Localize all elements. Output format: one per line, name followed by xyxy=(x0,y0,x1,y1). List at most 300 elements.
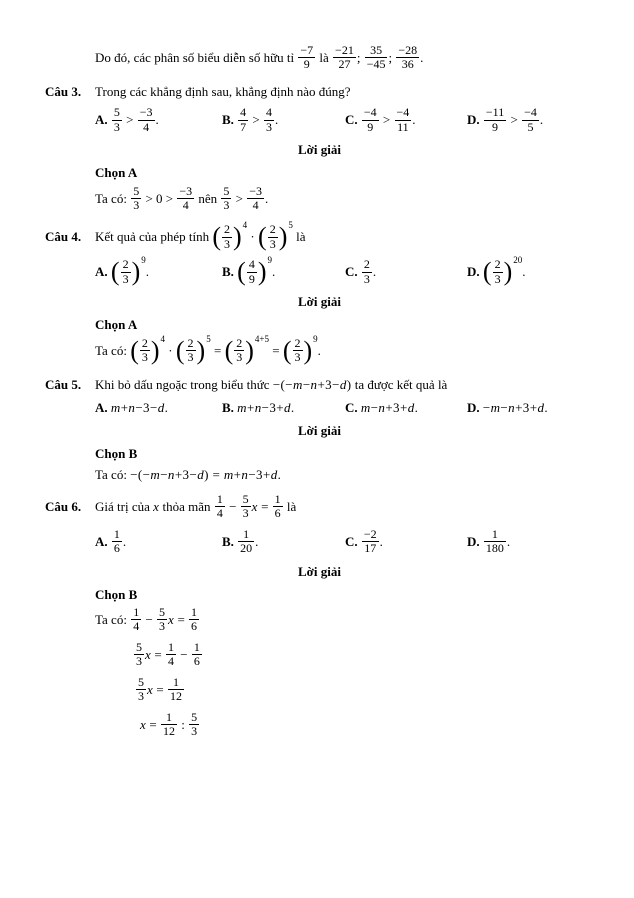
text-run: = xyxy=(153,681,168,697)
text-run: Ta có: xyxy=(95,611,131,627)
text-run: . xyxy=(122,533,127,549)
text-run: nên xyxy=(195,190,221,206)
fraction xyxy=(361,258,373,286)
option-letter: A. xyxy=(95,264,108,280)
fraction-denominator: 20 xyxy=(240,541,253,556)
option-letter: C. xyxy=(345,399,358,415)
fraction-numerator: 5 xyxy=(242,491,249,506)
text-run: . xyxy=(272,264,276,280)
question-row xyxy=(45,491,594,522)
fraction xyxy=(395,44,420,72)
fraction-numerator: 5 xyxy=(223,183,230,198)
fraction-numerator: 2 xyxy=(122,257,129,272)
text-run: = xyxy=(146,716,161,732)
solution-heading xyxy=(45,564,594,580)
option xyxy=(345,526,467,557)
text-run: − xyxy=(177,646,191,662)
open-paren: ( xyxy=(237,257,246,287)
fraction-denominator: 5 xyxy=(527,119,534,134)
math-expression: x xyxy=(153,498,160,514)
close-paren: ) xyxy=(131,257,141,287)
option-letter: D. xyxy=(467,112,480,128)
options-row xyxy=(95,400,594,416)
fraction-numerator: 1 xyxy=(113,526,120,541)
fraction xyxy=(263,106,275,134)
open-paren: ( xyxy=(482,257,492,287)
close-paren: ) xyxy=(257,257,267,287)
fraction-numerator: 1 xyxy=(216,491,223,506)
fraction xyxy=(394,105,416,134)
math-expression: −(−m−n+3−d) xyxy=(272,376,352,392)
fraction-denominator: 3 xyxy=(136,654,142,669)
text-run: Ta có: xyxy=(95,342,131,358)
fraction xyxy=(246,258,258,286)
fraction-denominator: 3 xyxy=(133,197,140,212)
option xyxy=(467,400,594,416)
math-expression: x xyxy=(251,498,258,514)
text-run: . xyxy=(275,112,279,128)
fraction-numerator: 4 xyxy=(240,105,247,120)
exponent: 9 xyxy=(267,255,273,266)
text-run: = xyxy=(268,342,283,358)
fraction-numerator: 1 xyxy=(484,528,506,542)
option xyxy=(95,107,222,135)
fraction xyxy=(130,606,142,634)
open-paren: ( xyxy=(282,335,292,365)
fraction xyxy=(111,106,123,134)
answer-choice-text: Chọn A xyxy=(95,165,138,181)
fraction-numerator: 2 xyxy=(294,335,301,350)
fraction-numerator: 5 xyxy=(133,183,140,198)
exponent: 4 xyxy=(160,333,166,344)
fraction xyxy=(361,106,380,134)
option-letter: C. xyxy=(345,264,358,280)
fraction-denominator: −45 xyxy=(366,57,386,72)
fraction-denominator: 9 xyxy=(367,119,374,134)
fraction xyxy=(233,337,245,365)
solution-heading xyxy=(45,294,594,310)
powered-fraction xyxy=(282,333,318,365)
fraction-numerator: 5 xyxy=(159,605,166,619)
option-letter: A. xyxy=(95,112,108,128)
fraction xyxy=(332,44,357,72)
powered-fraction xyxy=(482,255,523,287)
option-letter: C. xyxy=(345,533,358,549)
fraction-denominator: 4 xyxy=(216,506,223,521)
fraction xyxy=(137,106,156,134)
text-run: = xyxy=(210,342,225,358)
math-expression: m+n−3−d. xyxy=(110,399,169,415)
fraction xyxy=(240,493,252,521)
option xyxy=(467,255,594,287)
option-letter: D. xyxy=(467,533,480,549)
close-paren: ) xyxy=(245,335,254,365)
text-run: = xyxy=(151,646,166,662)
question-row xyxy=(45,377,594,393)
exponent: 5 xyxy=(206,333,211,344)
text-run: ; xyxy=(388,49,396,65)
fraction-numerator: −7 xyxy=(300,43,314,57)
answer-choice xyxy=(45,446,594,462)
text-run: Ta có: xyxy=(95,466,131,482)
exponent: 4 xyxy=(242,220,248,231)
open-paren: ( xyxy=(110,257,120,287)
fraction xyxy=(214,493,226,521)
option xyxy=(345,107,467,135)
text-run: = xyxy=(174,611,189,627)
text-run: : xyxy=(178,716,189,732)
option-letter: D. xyxy=(467,399,480,415)
fraction-numerator: −4 xyxy=(524,105,537,120)
fraction xyxy=(111,528,123,556)
fraction-numerator: −4 xyxy=(396,105,410,120)
text-run: Ta có: xyxy=(95,190,131,206)
fraction-denominator: 9 xyxy=(492,119,499,134)
solution-heading-text: Lời giải xyxy=(298,423,341,438)
answer-choice xyxy=(45,165,594,181)
fraction-denominator: 3 xyxy=(187,350,194,365)
fraction-denominator: 17 xyxy=(364,541,377,556)
fraction xyxy=(188,606,200,634)
fraction-denominator: 3 xyxy=(363,271,370,286)
fraction-numerator: 1 xyxy=(168,676,184,690)
text-run: . xyxy=(506,533,511,549)
fraction-numerator: 1 xyxy=(133,605,140,619)
open-paren: ( xyxy=(130,335,139,365)
fraction-denominator: 12 xyxy=(170,689,183,704)
question-label: Câu 6. xyxy=(45,498,82,514)
fraction-numerator: 2 xyxy=(187,335,194,350)
option-letter: B. xyxy=(222,533,234,549)
text-run: thỏa mãn xyxy=(159,498,214,514)
answer-choice xyxy=(45,587,594,603)
text-run: . xyxy=(522,264,526,280)
close-paren: ) xyxy=(150,335,160,365)
fraction xyxy=(176,185,195,213)
option xyxy=(95,526,222,557)
fraction-denominator: 3 xyxy=(191,724,198,739)
fraction-denominator: 3 xyxy=(294,350,301,365)
option xyxy=(95,255,222,287)
text-run: . xyxy=(420,49,424,65)
text-run: · xyxy=(165,342,176,358)
math-expression: −(−m−n+3−d) = m+n−3+d. xyxy=(130,466,282,482)
text-run: Kết quả của phép tính xyxy=(95,229,213,245)
text-run: Khi bỏ dấu ngoặc trong biểu thức xyxy=(95,376,273,392)
solution-step xyxy=(45,709,594,740)
fraction xyxy=(133,641,145,669)
fraction-denominator: 3 xyxy=(159,619,166,634)
fraction-numerator: 5 xyxy=(191,709,198,724)
fraction xyxy=(156,606,168,634)
text-run: . xyxy=(255,533,259,549)
powered-fraction xyxy=(237,255,273,287)
powered-fraction xyxy=(224,333,269,365)
fraction xyxy=(160,711,178,739)
fraction-denominator: 11 xyxy=(397,119,409,134)
solution-line xyxy=(45,333,594,366)
answer-choice-text: Chọn B xyxy=(95,586,138,602)
math-expression: x xyxy=(147,681,154,697)
answer-choice xyxy=(45,317,594,333)
fraction-numerator: 4 xyxy=(266,105,273,120)
math-expression: m+n−3+d. xyxy=(237,399,295,415)
fraction xyxy=(237,106,249,134)
options-row xyxy=(95,526,594,557)
fraction-numerator: −11 xyxy=(485,105,505,120)
option-letter: B. xyxy=(222,264,234,280)
fraction-numerator: 35 xyxy=(365,44,388,58)
text-run: = xyxy=(257,498,272,514)
text-run: là xyxy=(283,498,297,514)
text-run: là xyxy=(292,229,306,245)
fraction-denominator: 3 xyxy=(138,689,144,704)
fraction xyxy=(492,258,504,286)
fraction xyxy=(191,641,203,669)
fraction-numerator: −3 xyxy=(249,183,263,198)
text-run: . xyxy=(539,112,544,128)
solution-line xyxy=(45,183,594,214)
solution-heading xyxy=(45,423,594,439)
fraction-denominator: 180 xyxy=(485,541,504,556)
fraction-denominator: 4 xyxy=(143,119,150,134)
text-run: Trong các khẳng định sau, khẳng định nào đúng? xyxy=(95,83,351,99)
fraction xyxy=(364,44,389,72)
math-expression: m−n+3+d. xyxy=(360,399,419,415)
fraction-numerator: 2 xyxy=(236,335,243,350)
fraction xyxy=(167,676,185,704)
text-run: là xyxy=(316,49,333,65)
open-paren: ( xyxy=(258,222,267,252)
question-text xyxy=(95,491,297,521)
fraction-numerator: 1 xyxy=(274,491,281,506)
open-paren: ( xyxy=(224,335,234,365)
fraction-numerator: 5 xyxy=(138,674,144,689)
fraction xyxy=(185,337,197,365)
exponent: 5 xyxy=(288,220,293,231)
solution-line xyxy=(45,607,594,635)
option xyxy=(222,400,345,416)
option-letter: A. xyxy=(95,399,108,415)
text-run: > xyxy=(122,112,137,128)
exponent: 4+5 xyxy=(254,333,269,344)
option xyxy=(345,400,467,416)
option-letter: B. xyxy=(222,399,234,415)
intro-line xyxy=(45,45,594,73)
fraction-numerator: −4 xyxy=(363,105,377,120)
fraction-denominator: 3 xyxy=(269,236,276,251)
solution-line xyxy=(45,467,594,483)
fraction xyxy=(139,337,151,365)
fraction-denominator: 3 xyxy=(266,119,273,134)
fraction-denominator: 3 xyxy=(224,236,230,251)
text-run: . xyxy=(155,112,159,128)
option-letter: D. xyxy=(467,264,480,280)
exponent: 9 xyxy=(141,255,146,266)
math-expression: x xyxy=(140,716,147,732)
fraction-numerator: 1 xyxy=(238,528,254,542)
powered-fraction xyxy=(110,255,146,287)
fraction-denominator: 3 xyxy=(122,271,129,286)
fraction-denominator: 3 xyxy=(113,119,120,134)
text-run: . xyxy=(145,264,149,280)
fraction-denominator: 9 xyxy=(248,271,255,286)
fraction-denominator: 4 xyxy=(168,654,175,669)
fraction xyxy=(135,676,147,704)
fraction-numerator: 4 xyxy=(248,257,255,272)
text-run: ; xyxy=(356,49,364,65)
solution-heading xyxy=(45,142,594,158)
fraction xyxy=(246,185,265,213)
fraction xyxy=(483,106,507,134)
text-run: Giá trị của xyxy=(95,498,154,514)
fraction-denominator: 6 xyxy=(191,619,198,634)
fraction-denominator: 3 xyxy=(141,350,148,365)
question-text xyxy=(95,377,447,392)
fraction-numerator: 2 xyxy=(269,222,276,237)
exponent: 9 xyxy=(313,333,318,344)
close-paren: ) xyxy=(278,222,288,252)
question-text xyxy=(95,220,306,252)
fraction xyxy=(165,641,177,669)
close-paren: ) xyxy=(233,222,242,252)
option xyxy=(345,259,467,287)
fraction xyxy=(267,223,279,251)
fraction-denominator: 4 xyxy=(252,197,259,212)
solution-step xyxy=(45,639,594,670)
fraction-numerator: 2 xyxy=(141,335,148,350)
solution-step xyxy=(45,674,594,705)
option-letter: B. xyxy=(222,112,234,128)
powered-fraction xyxy=(212,220,248,252)
fraction-numerator: 2 xyxy=(363,257,370,272)
options-row xyxy=(95,255,594,287)
fraction-denominator: 7 xyxy=(240,119,247,134)
powered-fraction xyxy=(130,333,166,365)
question-row xyxy=(45,220,594,252)
text-run: · xyxy=(247,229,259,245)
fraction-denominator: 4 xyxy=(133,619,140,634)
text-run: ta được kết quả là xyxy=(351,376,448,392)
text-run: . xyxy=(317,342,321,358)
text-run: . xyxy=(412,112,416,128)
solution-heading-text: Lời giải xyxy=(298,294,341,310)
options-row xyxy=(95,107,594,135)
answer-choice-text: Chọn B xyxy=(95,446,138,462)
option xyxy=(222,107,345,135)
solution-heading-text: Lời giải xyxy=(298,563,341,579)
fraction-numerator: 2 xyxy=(224,222,230,237)
option xyxy=(95,400,222,416)
powered-fraction xyxy=(175,333,211,365)
option xyxy=(467,526,594,557)
fraction xyxy=(188,711,200,739)
text-run: . xyxy=(265,190,269,206)
fraction-numerator: −28 xyxy=(398,43,418,57)
text-run: − xyxy=(142,611,157,627)
option xyxy=(467,107,594,135)
text-run: > 0 > xyxy=(142,190,177,206)
close-paren: ) xyxy=(196,335,206,365)
fraction-numerator: −3 xyxy=(139,105,153,120)
math-expression: x xyxy=(168,611,175,627)
fraction-denominator: 6 xyxy=(113,541,120,556)
close-paren: ) xyxy=(303,335,313,365)
fraction-denominator: 12 xyxy=(163,724,176,739)
fraction xyxy=(297,44,316,72)
exponent: 20 xyxy=(513,255,523,266)
close-paren: ) xyxy=(503,257,513,287)
fraction-numerator: 1 xyxy=(168,639,175,654)
fraction-numerator: 5 xyxy=(136,639,142,654)
fraction-numerator: 1 xyxy=(161,711,177,725)
text-run: Do đó, các phân số biểu diễn số hữu tỉ xyxy=(95,49,298,65)
fraction-denominator: 3 xyxy=(242,506,249,521)
open-paren: ( xyxy=(212,222,221,252)
fraction-numerator: 1 xyxy=(191,605,198,619)
fraction-denominator: 3 xyxy=(494,271,501,286)
question-row xyxy=(45,84,594,100)
fraction-denominator: 27 xyxy=(338,57,351,72)
fraction-numerator: −2 xyxy=(363,526,377,541)
text-run: > xyxy=(249,112,264,128)
fraction-numerator: −3 xyxy=(179,183,193,198)
powered-fraction xyxy=(258,220,293,252)
question-label: Câu 4. xyxy=(45,229,82,245)
fraction xyxy=(272,493,284,521)
question-label: Câu 5. xyxy=(45,376,82,392)
math-expression: x xyxy=(145,646,152,662)
fraction-numerator: 1 xyxy=(193,639,200,654)
option xyxy=(222,526,345,557)
fraction xyxy=(521,106,540,134)
fraction-denominator: 6 xyxy=(193,654,200,669)
fraction-numerator: 2 xyxy=(494,257,501,272)
option-letter: A. xyxy=(95,533,108,549)
option-letter: C. xyxy=(345,112,358,128)
answer-choice-text: Chọn A xyxy=(95,317,138,333)
option xyxy=(222,255,345,287)
fraction-denominator: 4 xyxy=(182,197,189,212)
text-run: . xyxy=(379,533,383,549)
math-expression: −m−n+3+d. xyxy=(482,399,548,415)
text-run: − xyxy=(225,498,240,514)
fraction-numerator: −21 xyxy=(335,43,354,57)
fraction xyxy=(237,528,255,556)
fraction xyxy=(483,528,507,556)
text-run: . xyxy=(372,264,377,280)
fraction-numerator: 5 xyxy=(113,105,120,120)
question-label: Câu 3. xyxy=(45,83,82,99)
fraction-denominator: 9 xyxy=(303,57,310,72)
text-run: > xyxy=(232,190,247,206)
fraction-denominator: 6 xyxy=(274,506,281,521)
solution-heading-text: Lời giải xyxy=(298,142,341,157)
text-run: > xyxy=(507,112,522,128)
fraction xyxy=(120,258,132,286)
fraction-denominator: 36 xyxy=(401,57,414,72)
text-run: > xyxy=(379,112,394,128)
question-text xyxy=(95,84,351,99)
fraction xyxy=(361,528,380,556)
fraction-denominator: 3 xyxy=(236,350,243,365)
fraction xyxy=(292,337,304,365)
open-paren: ( xyxy=(175,335,185,365)
fraction xyxy=(220,185,232,213)
fraction-denominator: 3 xyxy=(223,197,230,212)
fraction xyxy=(130,185,142,213)
fraction xyxy=(221,223,233,251)
